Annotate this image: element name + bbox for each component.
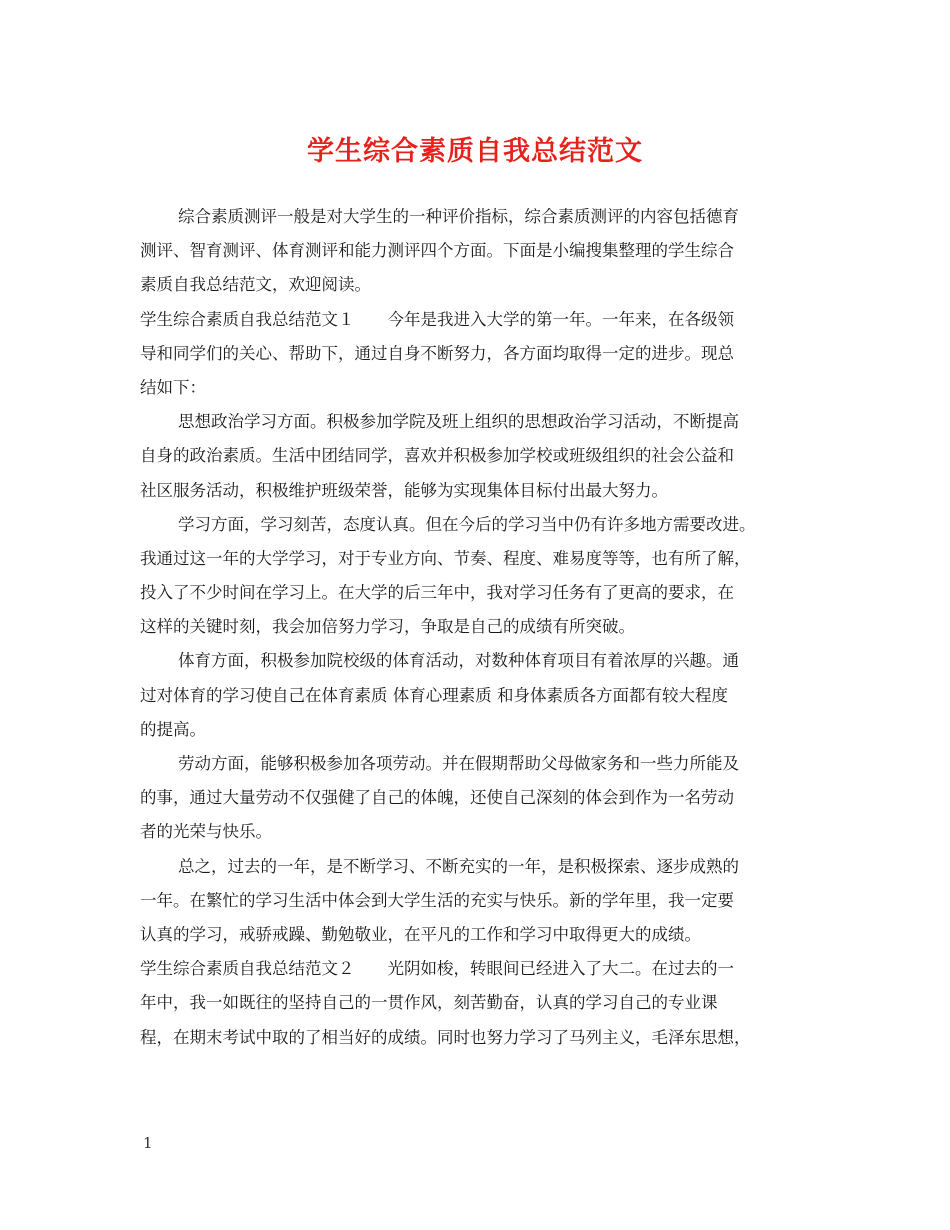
text-line: 综合素质测评一般是对大学生的一种评价指标，综合素质测评的内容包括德育: [178, 207, 739, 226]
text-line: 自身的政治素质。生活中团结同学，喜欢并积极参加学校或班级组织的社会公益和: [140, 446, 734, 466]
text-line: 体育方面，积极参加院校级的体育活动，对数种体育项目有着浓厚的兴趣。通: [178, 651, 739, 671]
text-line: 学习方面，学习刻苦，态度认真。但在今后的学习当中仍有许多地方需要改进。: [178, 514, 756, 534]
document-body: [140, 200, 820, 1055]
text-line: 测评、智育测评、体育测评和能力测评四个方面。下面是小编搜集整理的学生综合: [140, 241, 734, 261]
text-line: 这样的关键时刻，我会加倍努力学习，争取是自己的成绩有所突破。: [140, 617, 635, 637]
page-number: 1: [143, 1134, 153, 1152]
text-line: 过对体育的学习使自己在体育素质 体育心理素质 和身体素质各方面都有较大程度: [140, 685, 728, 705]
text-line: 的事，通过大量劳动不仅强健了自己的体魄，还使自己深刻的体会到作为一名劳动: [140, 788, 734, 808]
document-title: 学生综合素质自我总结范文: [307, 136, 643, 167]
text-line: 社区服务活动，积极维护班级荣誉，能够为实现集体目标付出最大努力。: [140, 480, 668, 500]
text-line: 劳动方面，能够积极参加各项劳动。并在假期帮助父母做家务和一些力所能及: [178, 754, 739, 773]
text-line: 程，在期末考试中取的了相当好的成绩。同时也努力学习了马列主义，毛泽东思想，: [140, 1027, 751, 1047]
text-line: 结如下：: [140, 377, 206, 397]
text-line: 认真的学习，戒骄戒躁、勤勉敬业，在平凡的工作和学习中取得更大的成绩。: [140, 924, 701, 944]
text-line: 总之，过去的一年，是不断学习、不断充实的一年，是积极探索、逐步成熟的: [178, 856, 739, 876]
text-line: 思想政治学习方面。积极参加学院及班上组织的思想政治学习活动，不断提高: [178, 412, 739, 432]
text-line: 年中，我一如既往的坚持自己的一贯作风，刻苦勤奋，认真的学习自己的专业课: [140, 993, 718, 1013]
text-line: 的提高。: [140, 719, 206, 739]
text-line: 导和同学们的关心、帮助下，通过自身不断努力，各方面均取得一定的进步。现总: [140, 343, 734, 363]
text-line: 学生综合素质自我总结范文２ 光阴如梭，转眼间已经进入了大二。在过去的一: [140, 959, 734, 979]
text-line: 投入了不少时间在学习上。在大学的后三年中，我对学习任务有了更高的要求，在: [140, 583, 734, 603]
text-line: 者的光荣与快乐。: [140, 822, 272, 842]
text-line: 一年。在繁忙的学习生活中体会到大学生活的充实与快乐。新的学年里，我一定要: [140, 890, 734, 910]
text-line: 学生综合素质自我总结范文１ 今年是我进入大学的第一年。一年来，在各级领: [140, 309, 734, 329]
text-line: 我通过这一年的大学学习，对于专业方向、节奏、程度、难易度等等，也有所了解，: [140, 548, 751, 568]
text-line: 素质自我总结范文，欢迎阅读。: [140, 275, 371, 295]
